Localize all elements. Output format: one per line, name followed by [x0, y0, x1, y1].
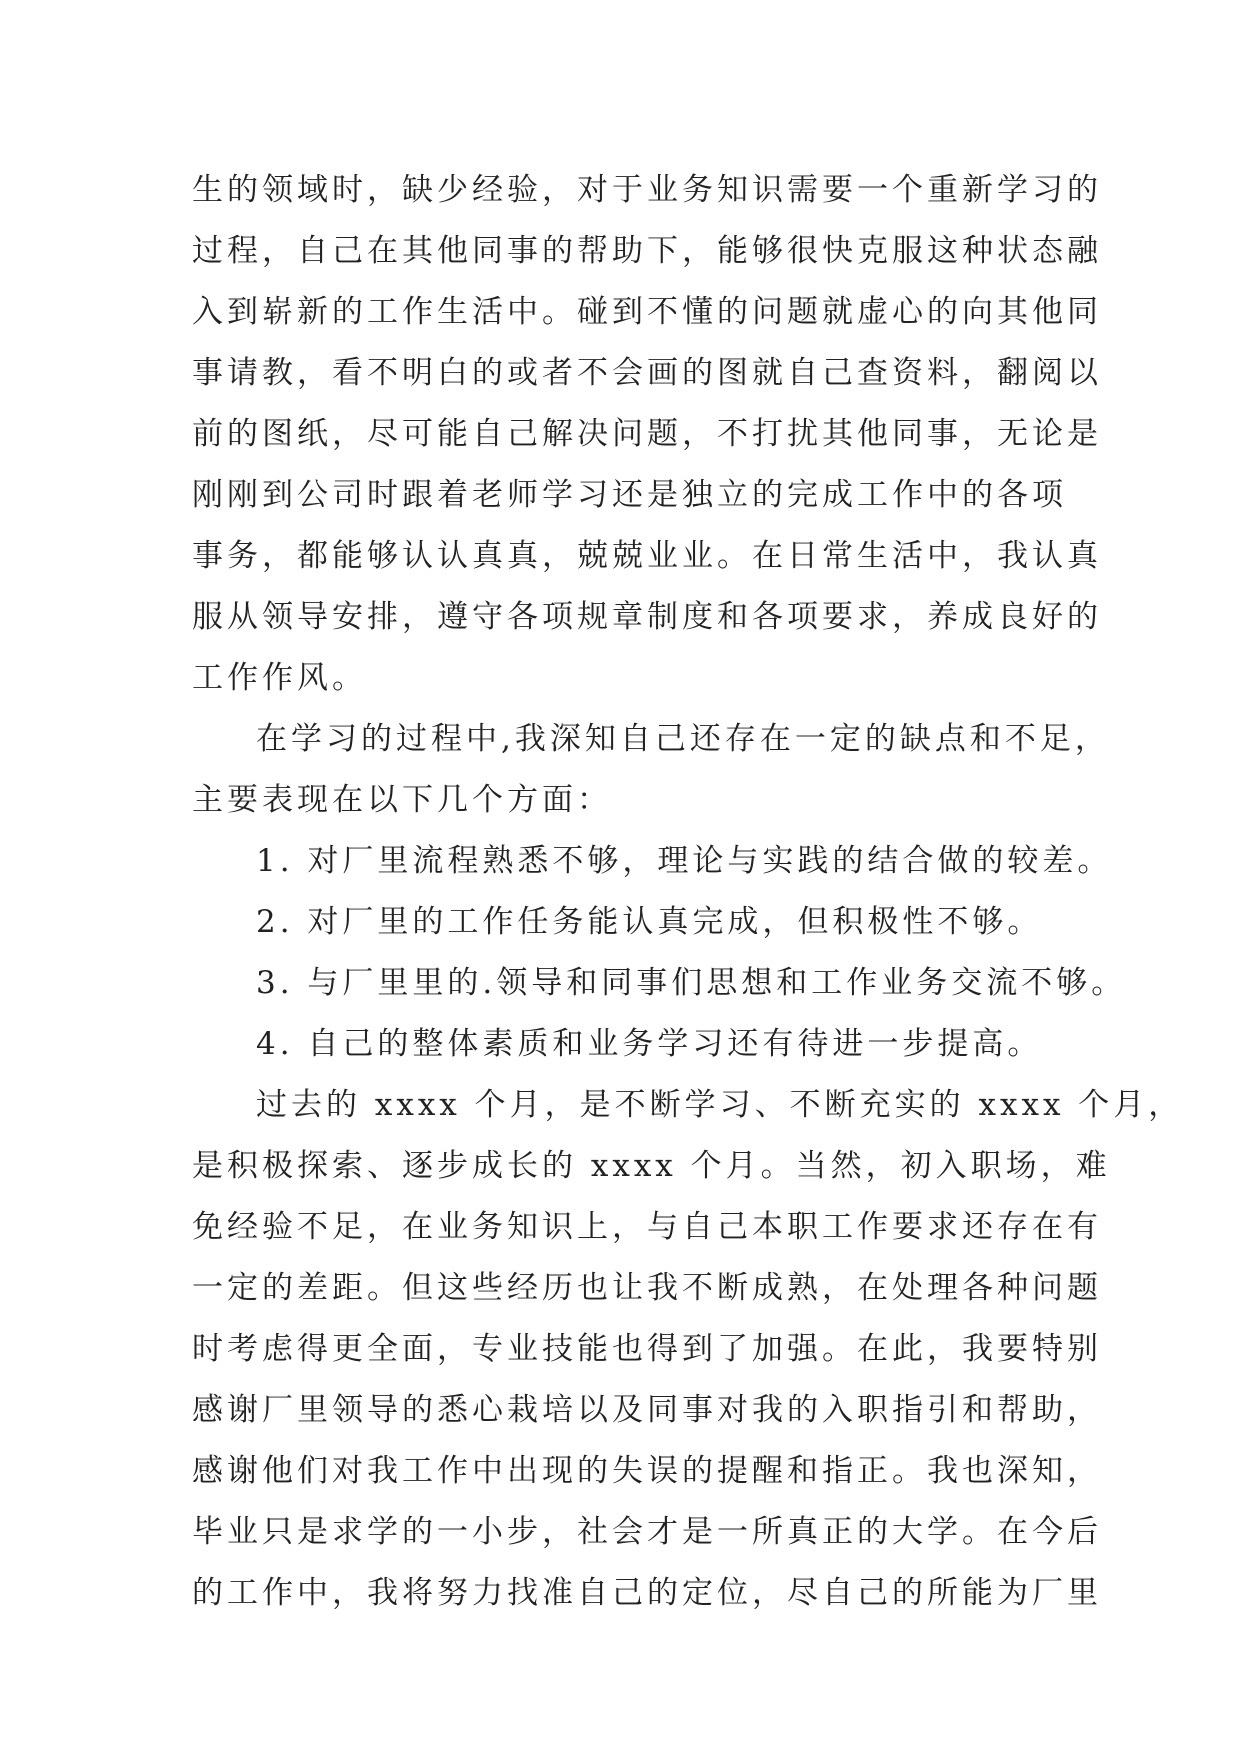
- text-line: 主要表现在以下几个方面：: [192, 782, 612, 818]
- text-line: 感谢厂里领导的悉心栽培以及同事对我的入职指引和帮助，: [192, 1392, 1102, 1428]
- paragraph-continuation: [192, 160, 1102, 709]
- text-line: 感谢他们对我工作中出现的失误的提醒和指正。我也深知，: [192, 1453, 1102, 1489]
- text-line: 过程，自己在其他同事的帮助下，能够很快克服这种状态融: [192, 233, 1102, 269]
- text-line: 前的图纸，尽可能自己解决问题，不打扰其他同事，无论是: [192, 416, 1102, 452]
- text-line: 工作作风。: [192, 660, 367, 696]
- text-line: 的工作中，我将努力找准自己的定位，尽自己的所能为厂里: [192, 1575, 1102, 1611]
- list-item: 3. 与厂里里的.领导和同事们思想和工作业务交流不够。: [256, 965, 1127, 1001]
- text-line: 时考虑得更全面，专业技能也得到了加强。在此，我要特别: [192, 1331, 1102, 1367]
- paragraph-shortcomings-intro: [192, 709, 1110, 831]
- list-item: 1. 对厂里流程熟悉不够，理论与实践的结合做的较差。: [256, 843, 1113, 879]
- text-line: 一定的差距。但这些经历也让我不断成熟，在处理各种问题: [192, 1270, 1102, 1306]
- text-line: 毕业只是求学的一小步，社会才是一所真正的大学。在今后: [192, 1514, 1102, 1550]
- shortcomings-list: [192, 831, 1127, 1075]
- text-line: 过去的 xxxx 个月，是不断学习、不断充实的 xxxx 个月，: [256, 1087, 1184, 1123]
- text-line: 服从领导安排，遵守各项规章制度和各项要求，养成良好的: [192, 599, 1102, 635]
- document-body: [192, 160, 1184, 1624]
- text-line: 在学习的过程中,我深知自己还存在一定的缺点和不足，: [256, 721, 1110, 757]
- paragraph-summary: [192, 1075, 1184, 1624]
- text-line: 刚刚到公司时跟着老师学习还是独立的完成工作中的各项: [192, 477, 1067, 513]
- list-item: 4. 自己的整体素质和业务学习还有待进一步提高。: [256, 1026, 1043, 1062]
- text-line: 免经验不足，在业务知识上，与自己本职工作要求还存在有: [192, 1209, 1102, 1245]
- text-line: 事务，都能够认认真真，兢兢业业。在日常生活中，我认真: [192, 538, 1102, 574]
- text-line: 事请教，看不明白的或者不会画的图就自己查资料，翻阅以: [192, 355, 1102, 391]
- text-line: 入到崭新的工作生活中。碰到不懂的问题就虚心的向其他同: [192, 294, 1102, 330]
- text-line: 是积极探索、逐步成长的 xxxx 个月。当然，初入职场，难: [192, 1148, 1111, 1184]
- list-item: 2. 对厂里的工作任务能认真完成，但积极性不够。: [256, 904, 1043, 940]
- text-line: 生的领域时，缺少经验，对于业务知识需要一个重新学习的: [192, 172, 1102, 208]
